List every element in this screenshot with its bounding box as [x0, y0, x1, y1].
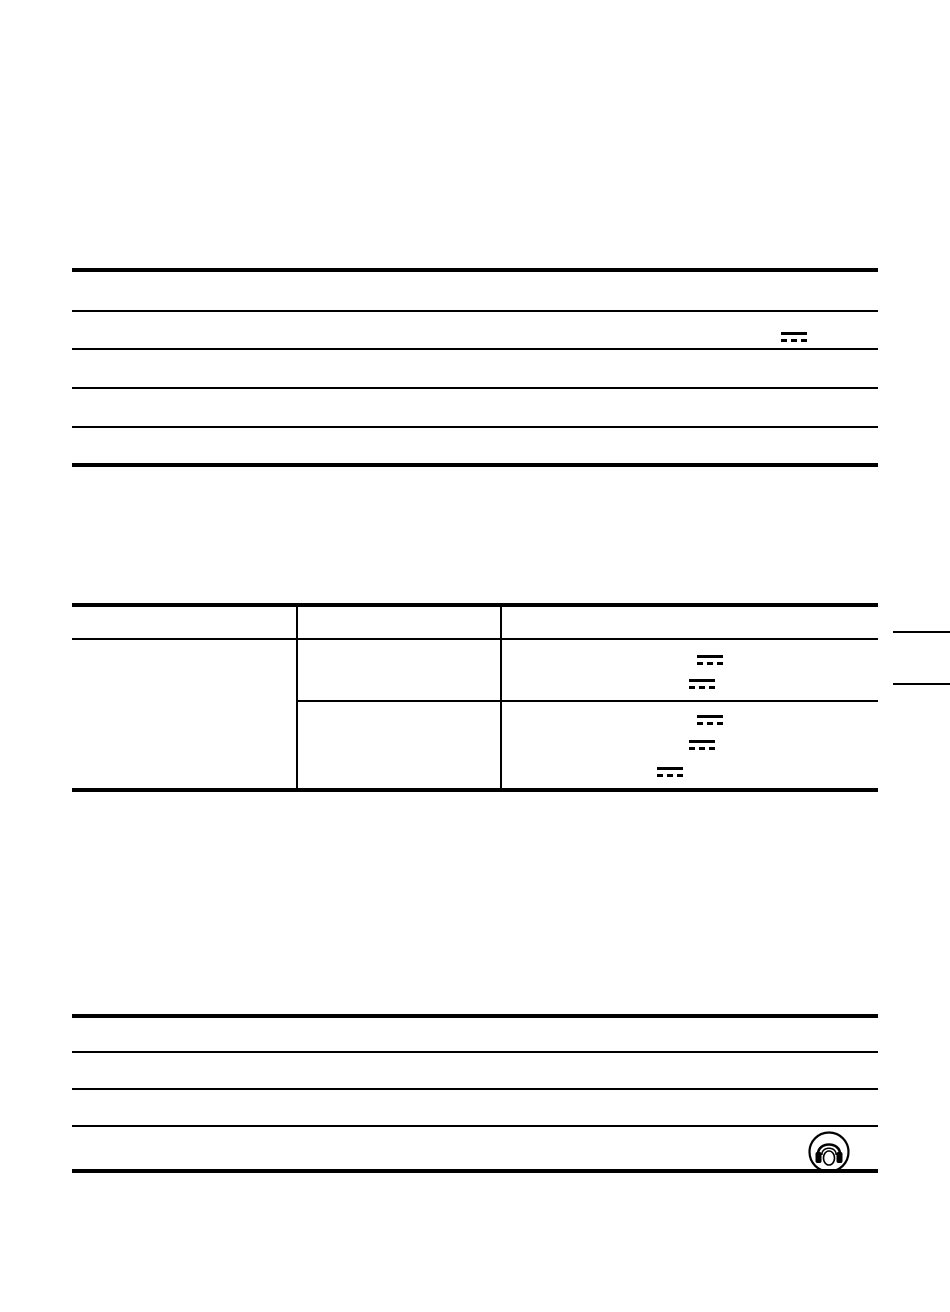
- table-3-row-divider: [72, 1051, 878, 1053]
- table-2-column-divider: [500, 603, 502, 792]
- table-2-bottom-rule: [72, 788, 878, 792]
- table-2-header-divider: [72, 638, 878, 640]
- table-1-row-divider: [72, 387, 878, 389]
- direct-current-icon: [697, 655, 723, 665]
- table-3-row-divider: [72, 1088, 878, 1090]
- direct-current-icon: [689, 740, 715, 750]
- direct-current-icon: [697, 715, 723, 725]
- hearing-protection-icon: [807, 1130, 851, 1174]
- table-3-bottom-rule: [72, 1169, 878, 1173]
- table-2-subgroup-divider: [297, 700, 878, 702]
- direct-current-icon: [781, 332, 807, 342]
- table-3-top-rule: [72, 1014, 878, 1018]
- table-1-row-divider: [72, 348, 878, 350]
- table-2-top-rule: [72, 603, 878, 607]
- table-1-row-divider: [72, 426, 878, 428]
- direct-current-icon: [689, 679, 715, 689]
- table-2-column-divider: [296, 603, 298, 792]
- side-tab-marker-bottom: [893, 683, 950, 685]
- table-1-bottom-rule: [72, 463, 878, 467]
- table-1-row-divider: [72, 310, 878, 312]
- table-1-top-rule: [72, 268, 878, 272]
- side-tab-marker-top: [893, 631, 950, 633]
- table-3-row-divider: [72, 1125, 878, 1127]
- direct-current-icon: [657, 767, 683, 777]
